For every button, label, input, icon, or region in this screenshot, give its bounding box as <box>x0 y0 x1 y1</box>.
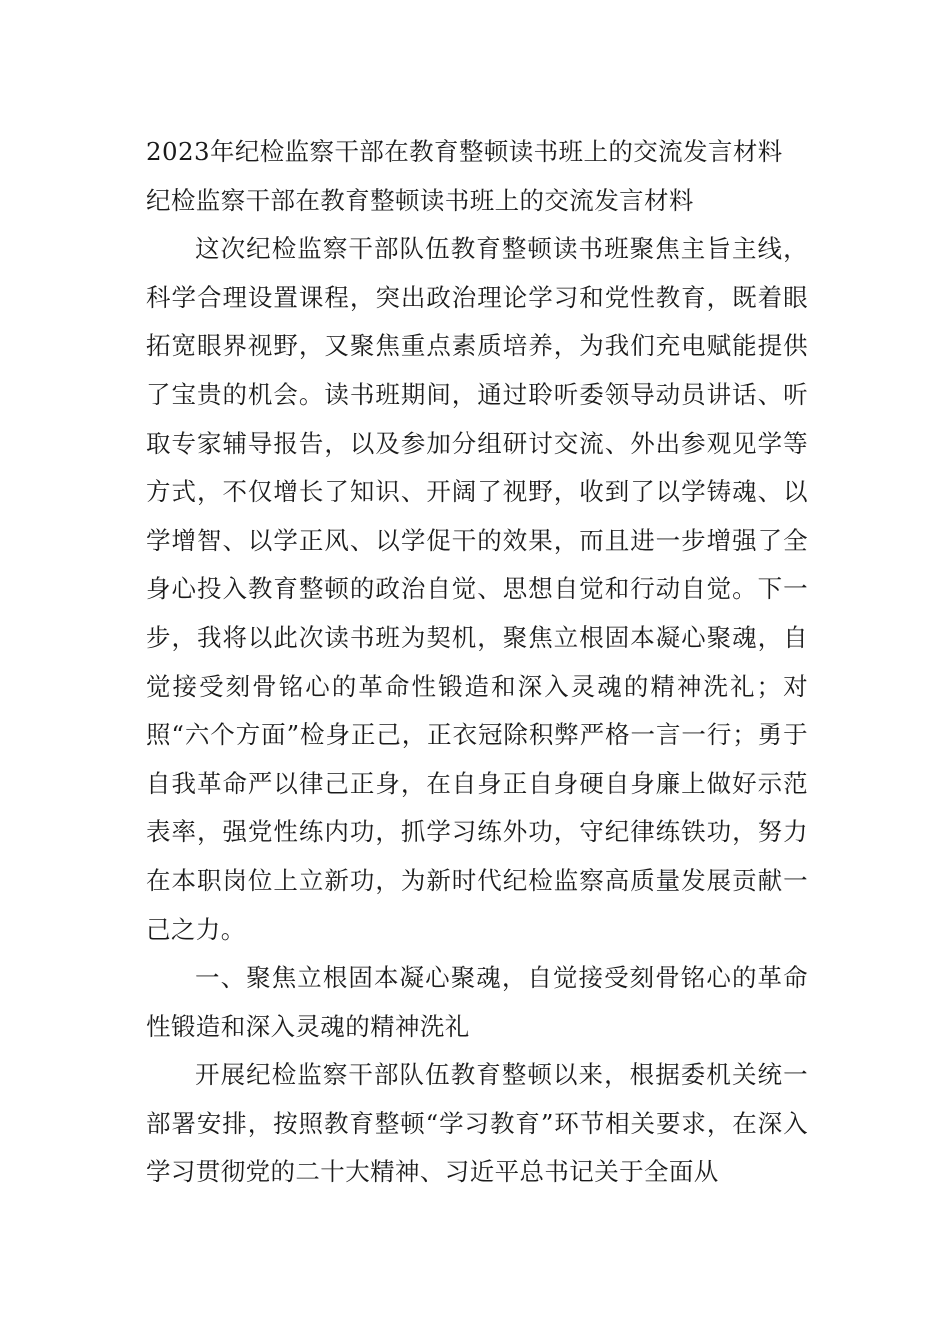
section-heading-1: 一、聚焦立根固本凝心聚魂，自觉接受刻骨铭心的革命性锻造和深入灵魂的精神洗礼 <box>146 963 808 1041</box>
document-title: 2023年纪检监察干部在教育整顿读书班上的交流发言材料 <box>146 137 783 166</box>
document-body <box>146 128 808 1197</box>
document-subtitle: 纪检监察干部在教育整顿读书班上的交流发言材料 <box>146 185 694 215</box>
paragraph-intro: 这次纪检监察干部队伍教育整顿读书班聚焦主旨主线，科学合理设置课程，突出政治理论学习和党性教育，既着眼拓宽眼界视野，又聚焦重点素质培养，为我们充电赋能提供了宝贵的机会。读书班期间，通过聆听委领导动员讲话、听取专家辅导报告，以及参加分组研讨交流、外出参观见学等方式，不仅增长了知识、开阔了视野，收到了以学铸魂、以学增智、以学正风、以学促干的效果，而且进一步增强了全身心投入教育整顿的政治自觉、思想自觉和行动自觉。下一步，我将以此次读书班为契机，聚焦立根固本凝心聚魂，自觉接受刻骨铭心的革命性锻造和深入灵魂的精神洗礼；对照“六个方面”检身正己，正衣冠除积弊严格一言一行；勇于自我革命严以律己正身，在自身正自身硬自身廉上做好示范表率，强党性练内功，抓学习练外功，守纪律练铁功，努力在本职岗位上立新功，为新时代纪检监察高质量发展贡献一己之力。 <box>146 234 808 944</box>
paragraph-section-1: 开展纪检监察干部队伍教育整顿以来，根据委机关统一部署安排，按照教育整顿“学习教育”环节相关要求，在深入学习贯彻党的二十大精神、习近平总书记关于全面从 <box>146 1060 808 1187</box>
